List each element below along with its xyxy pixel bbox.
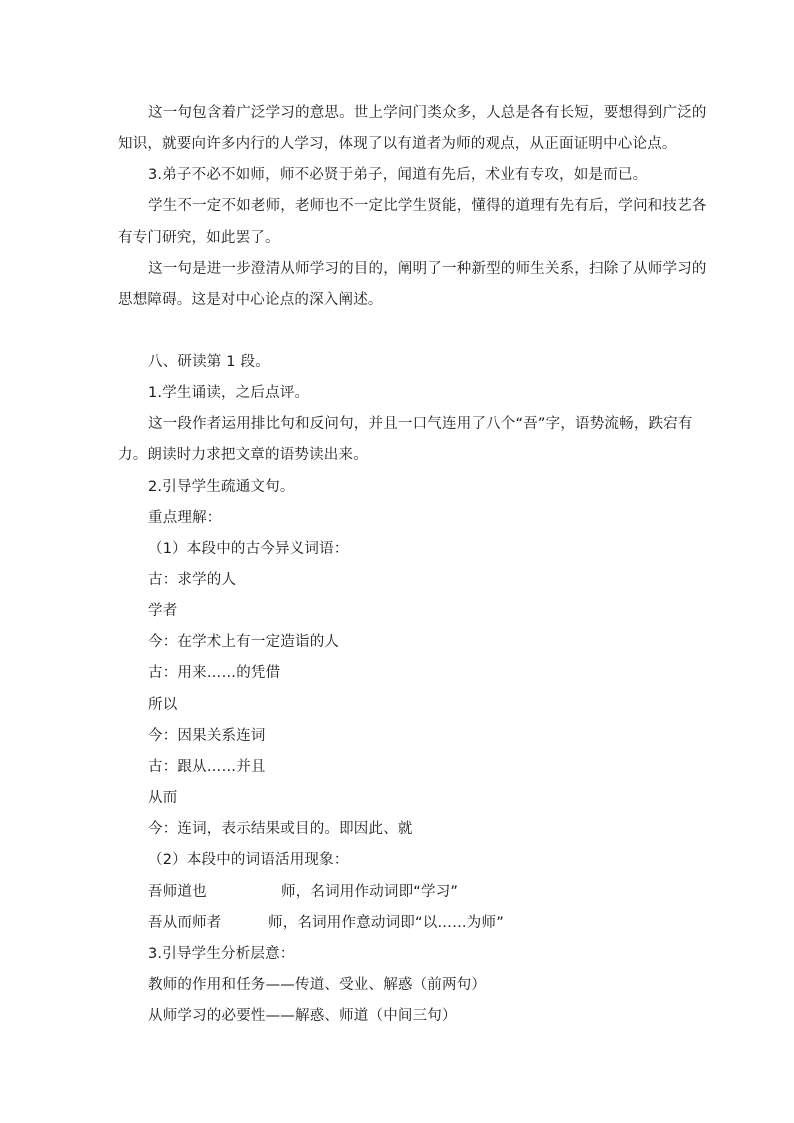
paragraph-line: 知识，就要向许多内行的人学习，体现了以有道者为师的观点，从正面证明中心论点。 [118,136,677,152]
usage-phrase: 吾从而师者 [148,915,222,931]
word-new-meaning: 今：在学术上有一定造诣的人 [148,634,340,650]
paragraph-line: 力。朗读时力求把文章的语势读出来。 [118,447,368,463]
paragraph-line: 这一句包含着广泛学习的意思。世上学问门类众多，人总是各有长短，要想得到广泛的 [148,105,707,121]
word-term: 学者 [148,603,178,619]
paragraph-line: 这一句是进一步澄清从师学习的目的，阐明了一种新型的师生关系，扫除了从师学习的 [148,261,707,277]
sub-heading: （1）本段中的古今异义词语： [148,541,349,557]
word-old-meaning: 古：求学的人 [148,572,237,588]
layer-line: 教师的作用和任务——传道、受业、解惑（前两句） [148,977,487,993]
word-term: 所以 [148,697,178,713]
word-new-meaning: 今：因果关系连词 [148,728,266,744]
paragraph-line: 学生不一定不如老师，老师也不一定比学生贤能，懂得的道理有先有后，学问和技艺各 [148,198,707,214]
usage-note: 师，名词用作动词即“学习” [281,884,459,900]
paragraph-line: 这一段作者运用排比句和反问句，并且一口气连用了八个“吾”字，语势流畅，跌宕有 [148,416,693,432]
section-heading: 八、研读第 1 段。 [148,354,270,370]
list-item: 3.弟子不必不如师，师不必贤于弟子，闻道有先后，术业有专攻，如是而已。 [148,167,648,183]
list-item: 3.引导学生分析层意： [148,946,295,962]
paragraph-line: 有专门研究，如此罢了。 [118,230,280,246]
usage-phrase: 吾师道也 [148,884,207,900]
sub-heading: （2）本段中的词语活用现象： [148,852,349,868]
word-old-meaning: 古：用来……的凭借 [148,665,281,681]
list-item: 2.引导学生疏通文句。 [148,479,295,495]
paragraph-line: 重点理解： [148,510,222,526]
word-new-meaning: 今：连词，表示结果或目的。即因此、就 [148,821,413,837]
word-term: 从而 [148,790,178,806]
word-old-meaning: 古：跟从……并且 [148,759,266,775]
usage-note: 师，名词用作意动词即“以……为师” [268,915,504,931]
usage-row [148,882,708,902]
paragraph-line: 思想障碍。这是对中心论点的深入阐述。 [118,292,383,308]
list-item: 1.学生诵读，之后点评。 [148,385,310,401]
usage-row [148,913,708,933]
layer-line: 从师学习的必要性——解惑、师道（中间三句） [148,1008,457,1024]
